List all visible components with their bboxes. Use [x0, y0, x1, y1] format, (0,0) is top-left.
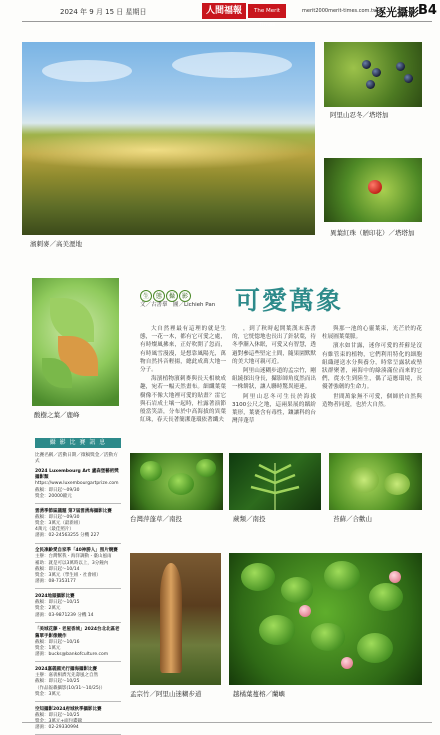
- caption-fern: 蕨類／南投: [233, 515, 266, 523]
- caption-red-berry: 異葉紅珠（贈印花）／塔塔加: [330, 229, 415, 237]
- leaf: [369, 583, 403, 611]
- contest-detail: 截稿：即日起～09/30: [35, 514, 80, 520]
- paragraph: 大自然裡最有這理的就是生態，一花一木，都有它可愛之處，有時燦風拂來，正好吹開了忽而，有時風雪漫漫，是想靠風陽光，萬物自然抖音輕揚，總此成萬大地一分子。: [140, 326, 226, 374]
- contest-detail: 截稿：即日起～10/25: [35, 712, 80, 718]
- divider: [35, 503, 121, 504]
- leaf: [281, 577, 313, 603]
- contest-detail: 4萬元（最佳照片）: [35, 527, 74, 533]
- leaf: [311, 623, 345, 651]
- contest-detail: 補助：就是可以3萬時以上，3分鐘內: [35, 560, 109, 566]
- masthead: [20, 2, 437, 28]
- byline: 文／古書羣 圖／Lichieh Pan: [140, 302, 216, 308]
- photo-water-lily-pads: [130, 453, 223, 510]
- caption-berry: 阿里山忍冬／塔塔加: [330, 111, 389, 119]
- caption-water-lily: 台灣萍蓬草／南投: [130, 515, 182, 523]
- cloud: [42, 60, 132, 82]
- lily-pad: [140, 461, 162, 481]
- contest-detail: 獎金：3萬元（學生組・社會組）: [35, 573, 101, 579]
- contest-detail: 諮詢：bucks@bankofculture.com: [35, 652, 109, 658]
- paragraph: 世間萬象無不可愛，個師於自然與造物者同遊，也於大自然。: [322, 393, 422, 408]
- sunlit-grass: [22, 130, 315, 170]
- kicker-char: 影: [179, 290, 191, 302]
- contest-info-sidebar: [35, 438, 121, 735]
- contest-detail: 諮詢：02-24563255 分機 227: [35, 533, 100, 539]
- photo-honeysuckle-berries: [324, 42, 422, 107]
- berry: [366, 80, 375, 89]
- photo-fern: [229, 453, 321, 510]
- website-url: merit2000merit-times.com.tw: [302, 8, 378, 14]
- contest-detail: 獎金：3萬元（最新組）: [35, 521, 83, 527]
- contest-title: 全民凍齡愛自家季「40神勝人」照片競賽: [35, 548, 118, 554]
- page-number: B4: [418, 3, 437, 18]
- contest-detail: 獎金：1萬元: [35, 646, 61, 652]
- contest-detail: 諮詢：02-29330994: [35, 725, 79, 731]
- contest-title: 2024 Luxembourg Art 盧森堡藝術獎 攝影類: [35, 469, 119, 481]
- contest-title: 「美城花藤・老屋香城」2024台北北區老舊單手影像競作: [35, 627, 120, 639]
- berry: [362, 60, 371, 69]
- moss-clump: [349, 467, 379, 493]
- caption-bamboo: 孟宗竹／阿里山迷糊步道: [130, 690, 202, 698]
- photo-moss: [329, 453, 422, 510]
- contest-detail: 諮詢：08-7353177: [35, 579, 76, 585]
- contest-detail: 獎金：3萬元: [35, 691, 61, 697]
- caption-leaf: 酸樹之葉／鹿峰: [34, 411, 80, 419]
- photo-fig-creeper: [229, 553, 422, 685]
- kicker-char: 生: [140, 290, 152, 302]
- contest-detail: https://www.luxembourgartprize.com: [35, 481, 119, 487]
- contest-detail: 截稿：即日起～10/14: [35, 566, 80, 572]
- cloud: [172, 52, 292, 78]
- photo-leaf: [32, 278, 119, 406]
- article-column-3: [322, 325, 422, 410]
- contest-detail: 諮詢：03-9871239 分機 14: [35, 612, 94, 618]
- leaf: [357, 633, 393, 663]
- paragraph: 海濱植物濱刺麥與長天相映成趣，宛若一幅天然畫布。細纖葉葉樹像不像大地裡可愛的貼畫？雷它與石岩成土壤一起時，杜露著演節般當笑語，分布於中高海拔的異葉紅珠，春天長著簡潔蓬環依著纖夫: [140, 376, 226, 424]
- divider: [35, 661, 121, 662]
- contest-title: 雲湧季節區議題 第7屆雲湧海攝影比賽: [35, 508, 112, 514]
- contest-title: 2024嘉義國光行攝海攝影比賽: [35, 667, 98, 673]
- article-column-1: [140, 325, 226, 425]
- berry: [396, 62, 405, 71]
- lily-pad: [168, 473, 194, 495]
- paragraph: 阿里山迷糊步道的孟宗竹，剛組繞探出身長，攝影師角度然而出一株餅狀，讓人聯時驚異連連。: [232, 368, 316, 391]
- contest-item: [35, 707, 121, 735]
- contest-detail: （作品報載攝影(10/31～10/25)）: [35, 685, 105, 691]
- kicker-char: 攝: [166, 290, 178, 302]
- photo-red-berry: [324, 158, 422, 222]
- contest-item: [35, 469, 121, 504]
- berry: [372, 68, 381, 77]
- fruit: [389, 571, 401, 583]
- newspaper-logo-en: The Merit Times: [248, 4, 286, 18]
- contest-detail: 截稿：即日起～09/30: [35, 487, 80, 493]
- bamboo-shoot: [160, 563, 182, 673]
- contest-item: [35, 548, 121, 589]
- contest-detail: 主辦：嘉義相濟光先壽風之自然: [35, 673, 98, 679]
- contest-item: [35, 509, 121, 544]
- divider: [35, 588, 121, 589]
- contest-item: [35, 627, 121, 662]
- red-berry: [368, 180, 382, 194]
- section-name: 逐光攝影: [375, 6, 419, 19]
- contest-detail: 截稿：即日起～10/15: [35, 600, 80, 606]
- article-column-2: [232, 325, 316, 426]
- divider: [35, 543, 121, 544]
- divider: [35, 701, 121, 702]
- paragraph: ，到了秋時起開葉漢末落書的，它恍惚地也長出了針狀葉，待冬季漸入休眠，可愛又有智慧，透過對參這些堅定土間，隨果園默默的美大地可親可近。: [232, 326, 316, 365]
- contest-list: [35, 469, 121, 735]
- masthead-rule: [22, 21, 432, 22]
- paragraph: 阿里山忍冬可生長於海拔3100公尺之地，這兩果展的繽紛葉形，葉裹含有毒性，鑲讓科的台灣萍蓬草: [232, 393, 316, 425]
- leaf: [259, 615, 295, 645]
- contest-title: 2024地頭攝影比賽: [35, 594, 75, 600]
- contest-detail: 截稿：即日起～10/16: [35, 639, 80, 645]
- caption-moss: 苔蘚／合歡山: [333, 515, 372, 523]
- article-headline: 可愛萬象: [235, 286, 344, 315]
- contest-detail: 截稿：即日起～10/25: [35, 679, 80, 685]
- contest-detail: 獎金：20000歐元: [35, 493, 72, 499]
- paragraph: 與那一池的心靈葉束，光芒於的花柱展圓葉葉脈。: [322, 326, 422, 341]
- berry: [404, 74, 413, 83]
- issue-date: 2024 年 9 月 15 日 星期日: [60, 8, 147, 16]
- contest-info-subheader: 比賽名稱／活動日期／徵稿獎金／活動方式: [35, 453, 118, 464]
- contest-item: [35, 667, 121, 702]
- photo-grass-wetland: [22, 42, 315, 235]
- fruit: [341, 657, 353, 669]
- contest-detail: 獎金：2萬元: [35, 606, 61, 612]
- fern-frond: [229, 453, 321, 510]
- caption-fig-creeper: 越橘葉蔓榕／蘭嶼: [233, 690, 285, 698]
- footer-rule: [22, 722, 432, 723]
- contest-item: [35, 594, 121, 622]
- divider: [35, 622, 121, 623]
- contest-title: 空知攝影2024府城秋季攝影比賽: [35, 706, 102, 712]
- caption-grass: 濱刺麥／高美溼地: [30, 240, 82, 248]
- contest-info-header: 攝 影 比 賽 訊 息: [35, 438, 121, 448]
- kicker-char: 態: [153, 290, 165, 302]
- contest-detail: 主辦：台灣幫我・海洋調動・臺山風雨: [35, 554, 112, 560]
- leaf: [324, 561, 360, 591]
- moss-clump: [384, 473, 410, 495]
- leaf: [241, 563, 275, 591]
- newspaper-logo: 人間福報: [202, 3, 246, 19]
- column-kicker: [140, 283, 202, 300]
- lily-pad: [196, 459, 216, 477]
- fruit: [299, 605, 311, 617]
- photo-bamboo-shoot: [130, 553, 221, 685]
- paragraph: 濱水如甘露，迷你可愛的苔蘚是沒有維管束的植物，它們利用特化的細胞組織運送水分與養分，時常呈露狀或墊狀群聚著，兩海中的綠湊滿位而來的它們，從水生到陸生，偶了這應環境，長優著強韌的生命力。: [322, 343, 422, 391]
